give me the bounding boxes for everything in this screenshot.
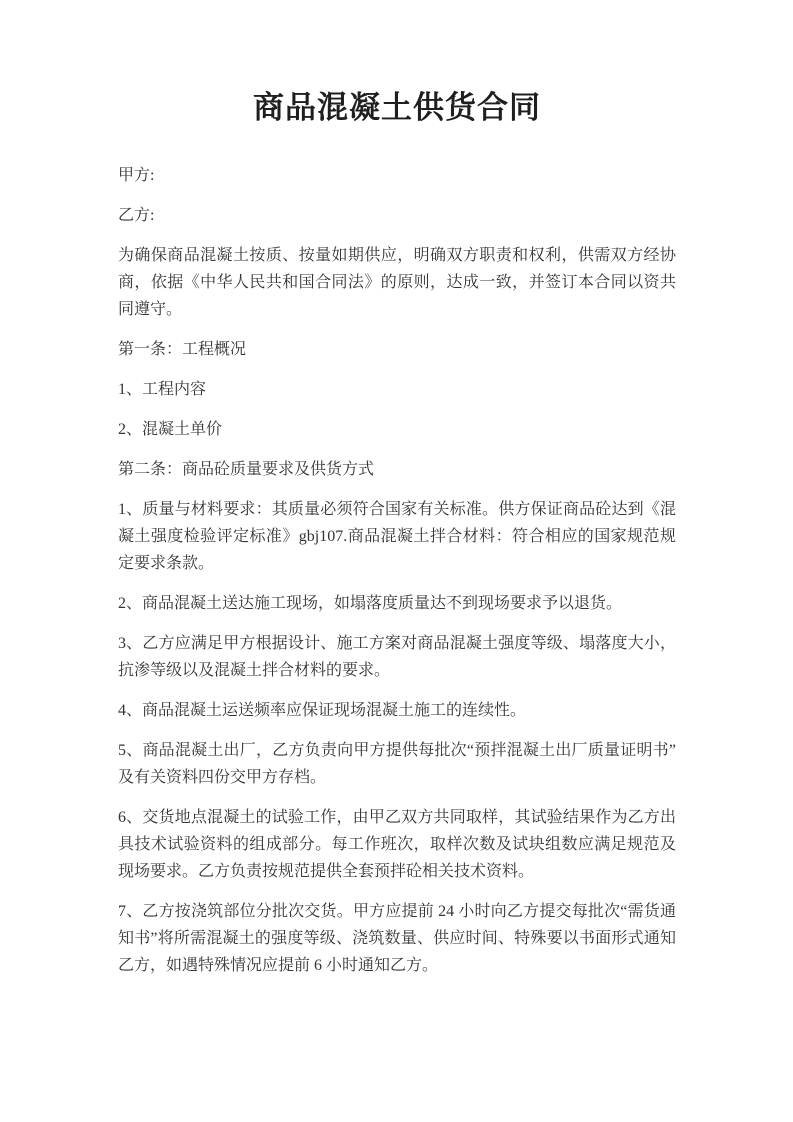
section-2-item-4: 4、商品混凝土运送频率应保证现场混凝土施工的连续性。: [118, 702, 527, 719]
preamble-paragraph: 为确保商品混凝土按质、按量如期供应，明确双方职责和权利，供需双方经协商，依据《中华人民共和国合同法》的原则，达成一致，并签订本合同以资共同遵守。: [118, 247, 676, 318]
section-1-heading: 第一条：工程概况: [118, 341, 247, 358]
party-b-line: 乙方:: [118, 207, 155, 224]
section-2-heading: 第二条：商品砼质量要求及供货方式: [118, 461, 375, 478]
section-2-item-2: 2、商品混凝土送达施工现场，如塌落度质量达不到现场要求予以退货。: [118, 595, 623, 612]
section-2-item-6: 6、交货地点混凝土的试验工作，由甲乙双方共同取样，其试验结果作为乙方出具技术试验资料的组成部分。每工作班次，取样次数及试块组数应满足规范及现场要求。乙方负责按规范提供全套预拌砼相关技术资料。: [118, 809, 676, 880]
section-2-item-7: 7、乙方按浇筑部位分批次交货。甲方应提前 24 小时向乙方提交每批次“需货通知书”将所需混凝土的强度等级、浇筑数量、供应时间、特殊要以书面形式通知乙方，如遇特殊情况应提前 6 小时通知乙方。: [118, 903, 676, 974]
section-1-item-1: 1、工程内容: [118, 381, 207, 398]
section-1-item-2: 2、混凝土单价: [118, 421, 223, 438]
section-2-item-3: 3、乙方应满足甲方根据设计、施工方案对商品混凝土强度等级、塌落度大小，抗渗等级以及混凝土拌合材料的要求。: [118, 635, 676, 679]
document-title: 商品混凝土供货合同: [253, 90, 541, 125]
section-2-item-1: 1、质量与材料要求：其质量必须符合国家有关标准。供方保证商品砼达到《混凝土强度检验评定标准》gbj107.商品混凝土拌合材料：符合相应的国家规范规定要求条款。: [118, 501, 676, 572]
section-2-item-5: 5、商品混凝土出厂，乙方负责向甲方提供每批次“预拌混凝土出厂质量证明书”及有关资料四份交甲方存档。: [118, 742, 676, 786]
party-a-line: 甲方:: [118, 167, 155, 184]
